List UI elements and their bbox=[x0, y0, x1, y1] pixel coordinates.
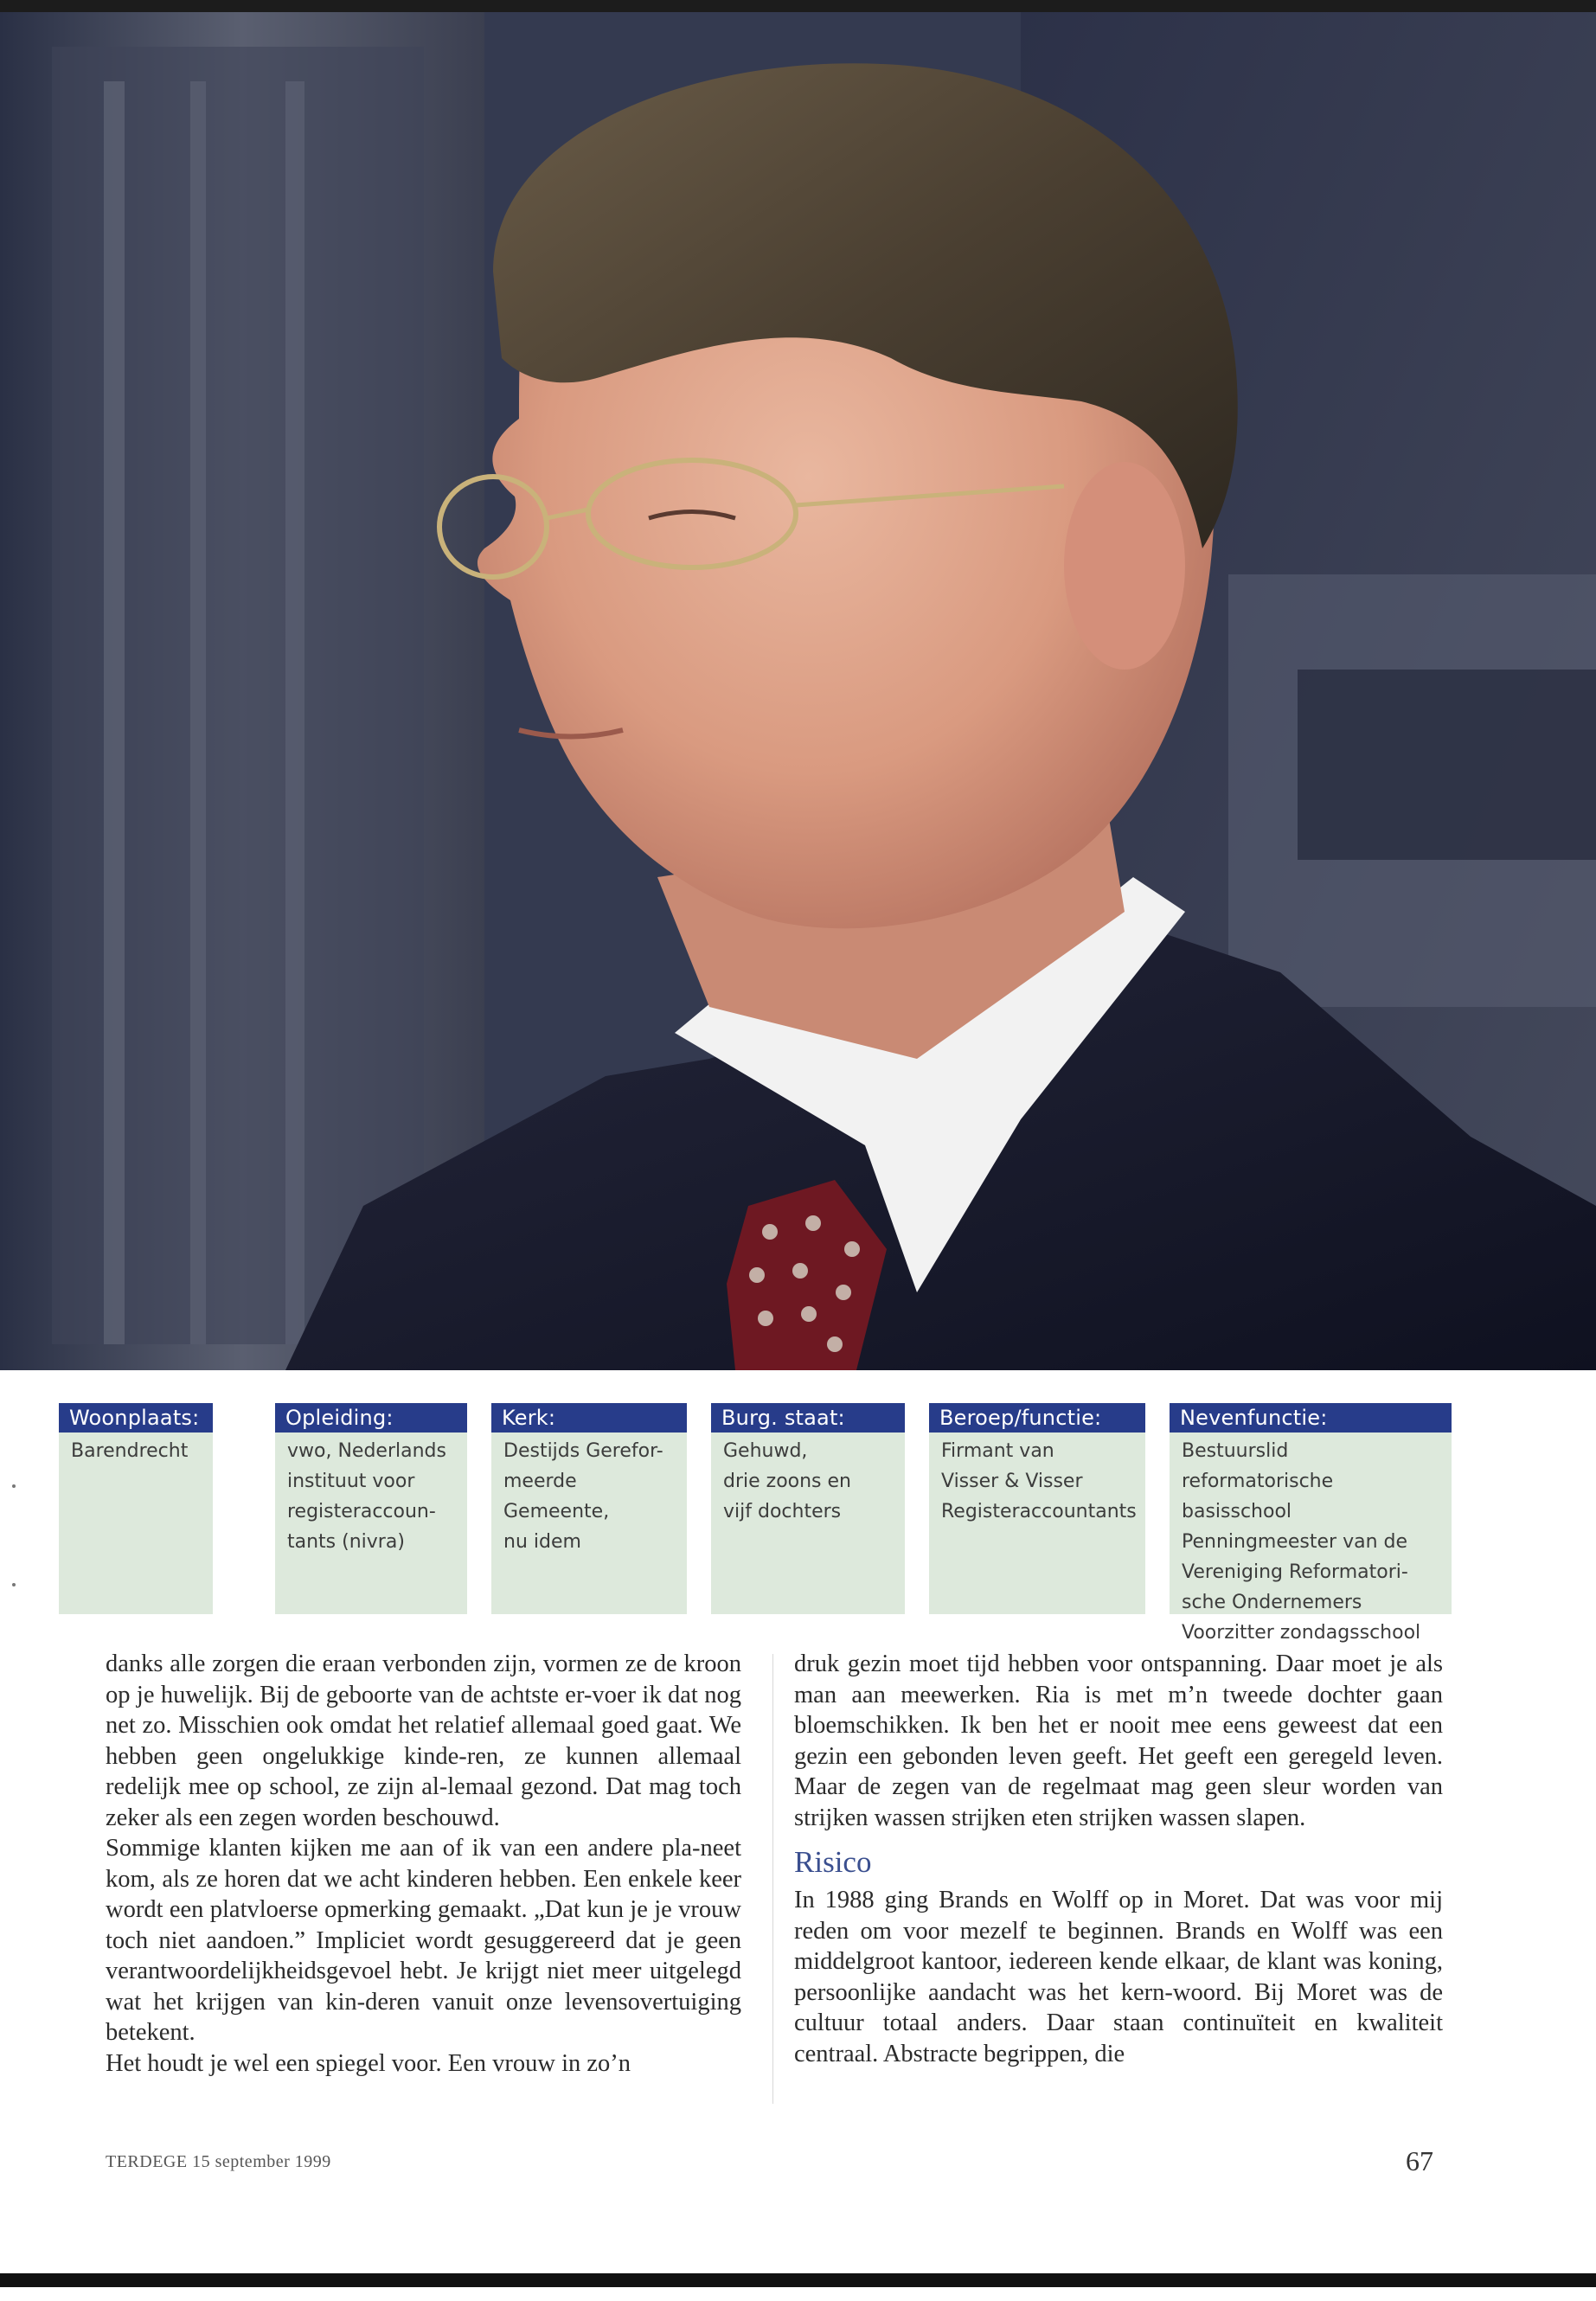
article-column-left bbox=[106, 1649, 741, 2079]
info-box-text: Destijds Gerefor- meerde Gemeente, nu idem bbox=[503, 1440, 663, 1553]
publication-footer: TERDEGE 15 september 1999 bbox=[106, 2152, 331, 2171]
margin-dot bbox=[12, 1484, 16, 1488]
top-border bbox=[0, 0, 1596, 12]
info-box-title: Kerk: bbox=[491, 1403, 687, 1433]
page-number: 67 bbox=[1406, 2145, 1433, 2176]
info-box-nevenfunctie bbox=[1170, 1403, 1452, 1644]
column-divider bbox=[772, 1654, 773, 2104]
bottom-border bbox=[0, 2273, 1596, 2287]
article-paragraph: Het houdt je wel een spiegel voor. Een vrouw in zo’n bbox=[106, 2049, 631, 2077]
info-box-text: Bestuurslid reformatorische basisschool Penningmeester van de Vereniging Reformatori- sche Ondernemers Voorzitter zondagsschool bbox=[1182, 1440, 1421, 1644]
portrait-photo bbox=[0, 12, 1596, 1370]
info-box-woonplaats bbox=[59, 1403, 213, 1614]
info-box-text: Firmant van Visser & Visser Registeraccountants bbox=[941, 1440, 1137, 1522]
section-heading: Risico bbox=[794, 1845, 872, 1879]
info-box-title: Woonplaats: bbox=[59, 1403, 213, 1433]
article-paragraph: druk gezin moet tijd hebben voor ontspanning. Daar moet je als man aan meewerken. Ria is met m’n tweede dochter gaan bloemschikken. Ik ben het er nooit mee eens geweest dat een gezin een gebonden leven geeft. Het geeft een geregeld leven. Maar de zegen van de regelmaat mag geen sleur worden van strijken wassen strijken eten strijken wassen slapen. bbox=[794, 1650, 1443, 1831]
margin-dot bbox=[12, 1583, 16, 1586]
info-box-burg-staat bbox=[711, 1403, 905, 1614]
info-box-title: Nevenfunctie: bbox=[1170, 1403, 1452, 1433]
info-box-beroep bbox=[929, 1403, 1145, 1614]
info-box-title: Burg. staat: bbox=[711, 1403, 905, 1433]
info-box-text: vwo, Nederlands instituut voor registeraccoun- tants (nivra) bbox=[287, 1440, 446, 1553]
info-box-text: Gehuwd, drie zoons en vijf dochters bbox=[723, 1440, 851, 1522]
info-boxes bbox=[59, 1403, 1452, 1644]
article-paragraph: In 1988 ging Brands en Wolff op in Moret. Dat was voor mij reden om voor mezelf te beginnen. Brands en Wolff was een middelgroot kantoor, iedereen kende elkaar, de klant was koning, persoonlijke aandacht was het kern-woord. Bij Moret was de cultuur totaal anders. Daar staan continuïteit en kwaliteit centraal. Abstracte begrippen, die bbox=[794, 1887, 1443, 2067]
info-box-text: Barendrecht bbox=[71, 1440, 189, 1462]
info-box-title: Beroep/functie: bbox=[929, 1403, 1145, 1433]
article-paragraph: Sommige klanten kijken me aan of ik van een andere pla-neet kom, als ze horen dat we acht kinderen hebben. Een enkele keer wordt een platvloerse opmerking gemaakt. „Dat kun je je vrouw toch niet aandoen.” Impliciet wordt gesuggereerd dat je geen verantwoordelijkheidsgevoel hebt. Je krijgt niet meer uitgelegd wat het krijgen van kin-deren vanuit onze levensovertuiging betekent. bbox=[106, 1835, 741, 2046]
article-paragraph: danks alle zorgen die eraan verbonden zijn, vormen ze de kroon op je huwelijk. Bij de geboorte van de achtste er-voer ik dat nog net zo. Misschien ook omdat het relatief allemaal goed gaat. We hebben geen ongelukkige kinde-ren, ze kunnen allemaal redelijk mee op school, ze zijn al-lemaal gezond. Dat mag toch zeker als een zegen worden beschouwd. bbox=[106, 1650, 741, 1831]
article-column-right bbox=[794, 1649, 1443, 2069]
info-box-title: Opleiding: bbox=[275, 1403, 467, 1433]
info-box-opleiding bbox=[275, 1403, 467, 1614]
info-box-kerk bbox=[491, 1403, 687, 1614]
